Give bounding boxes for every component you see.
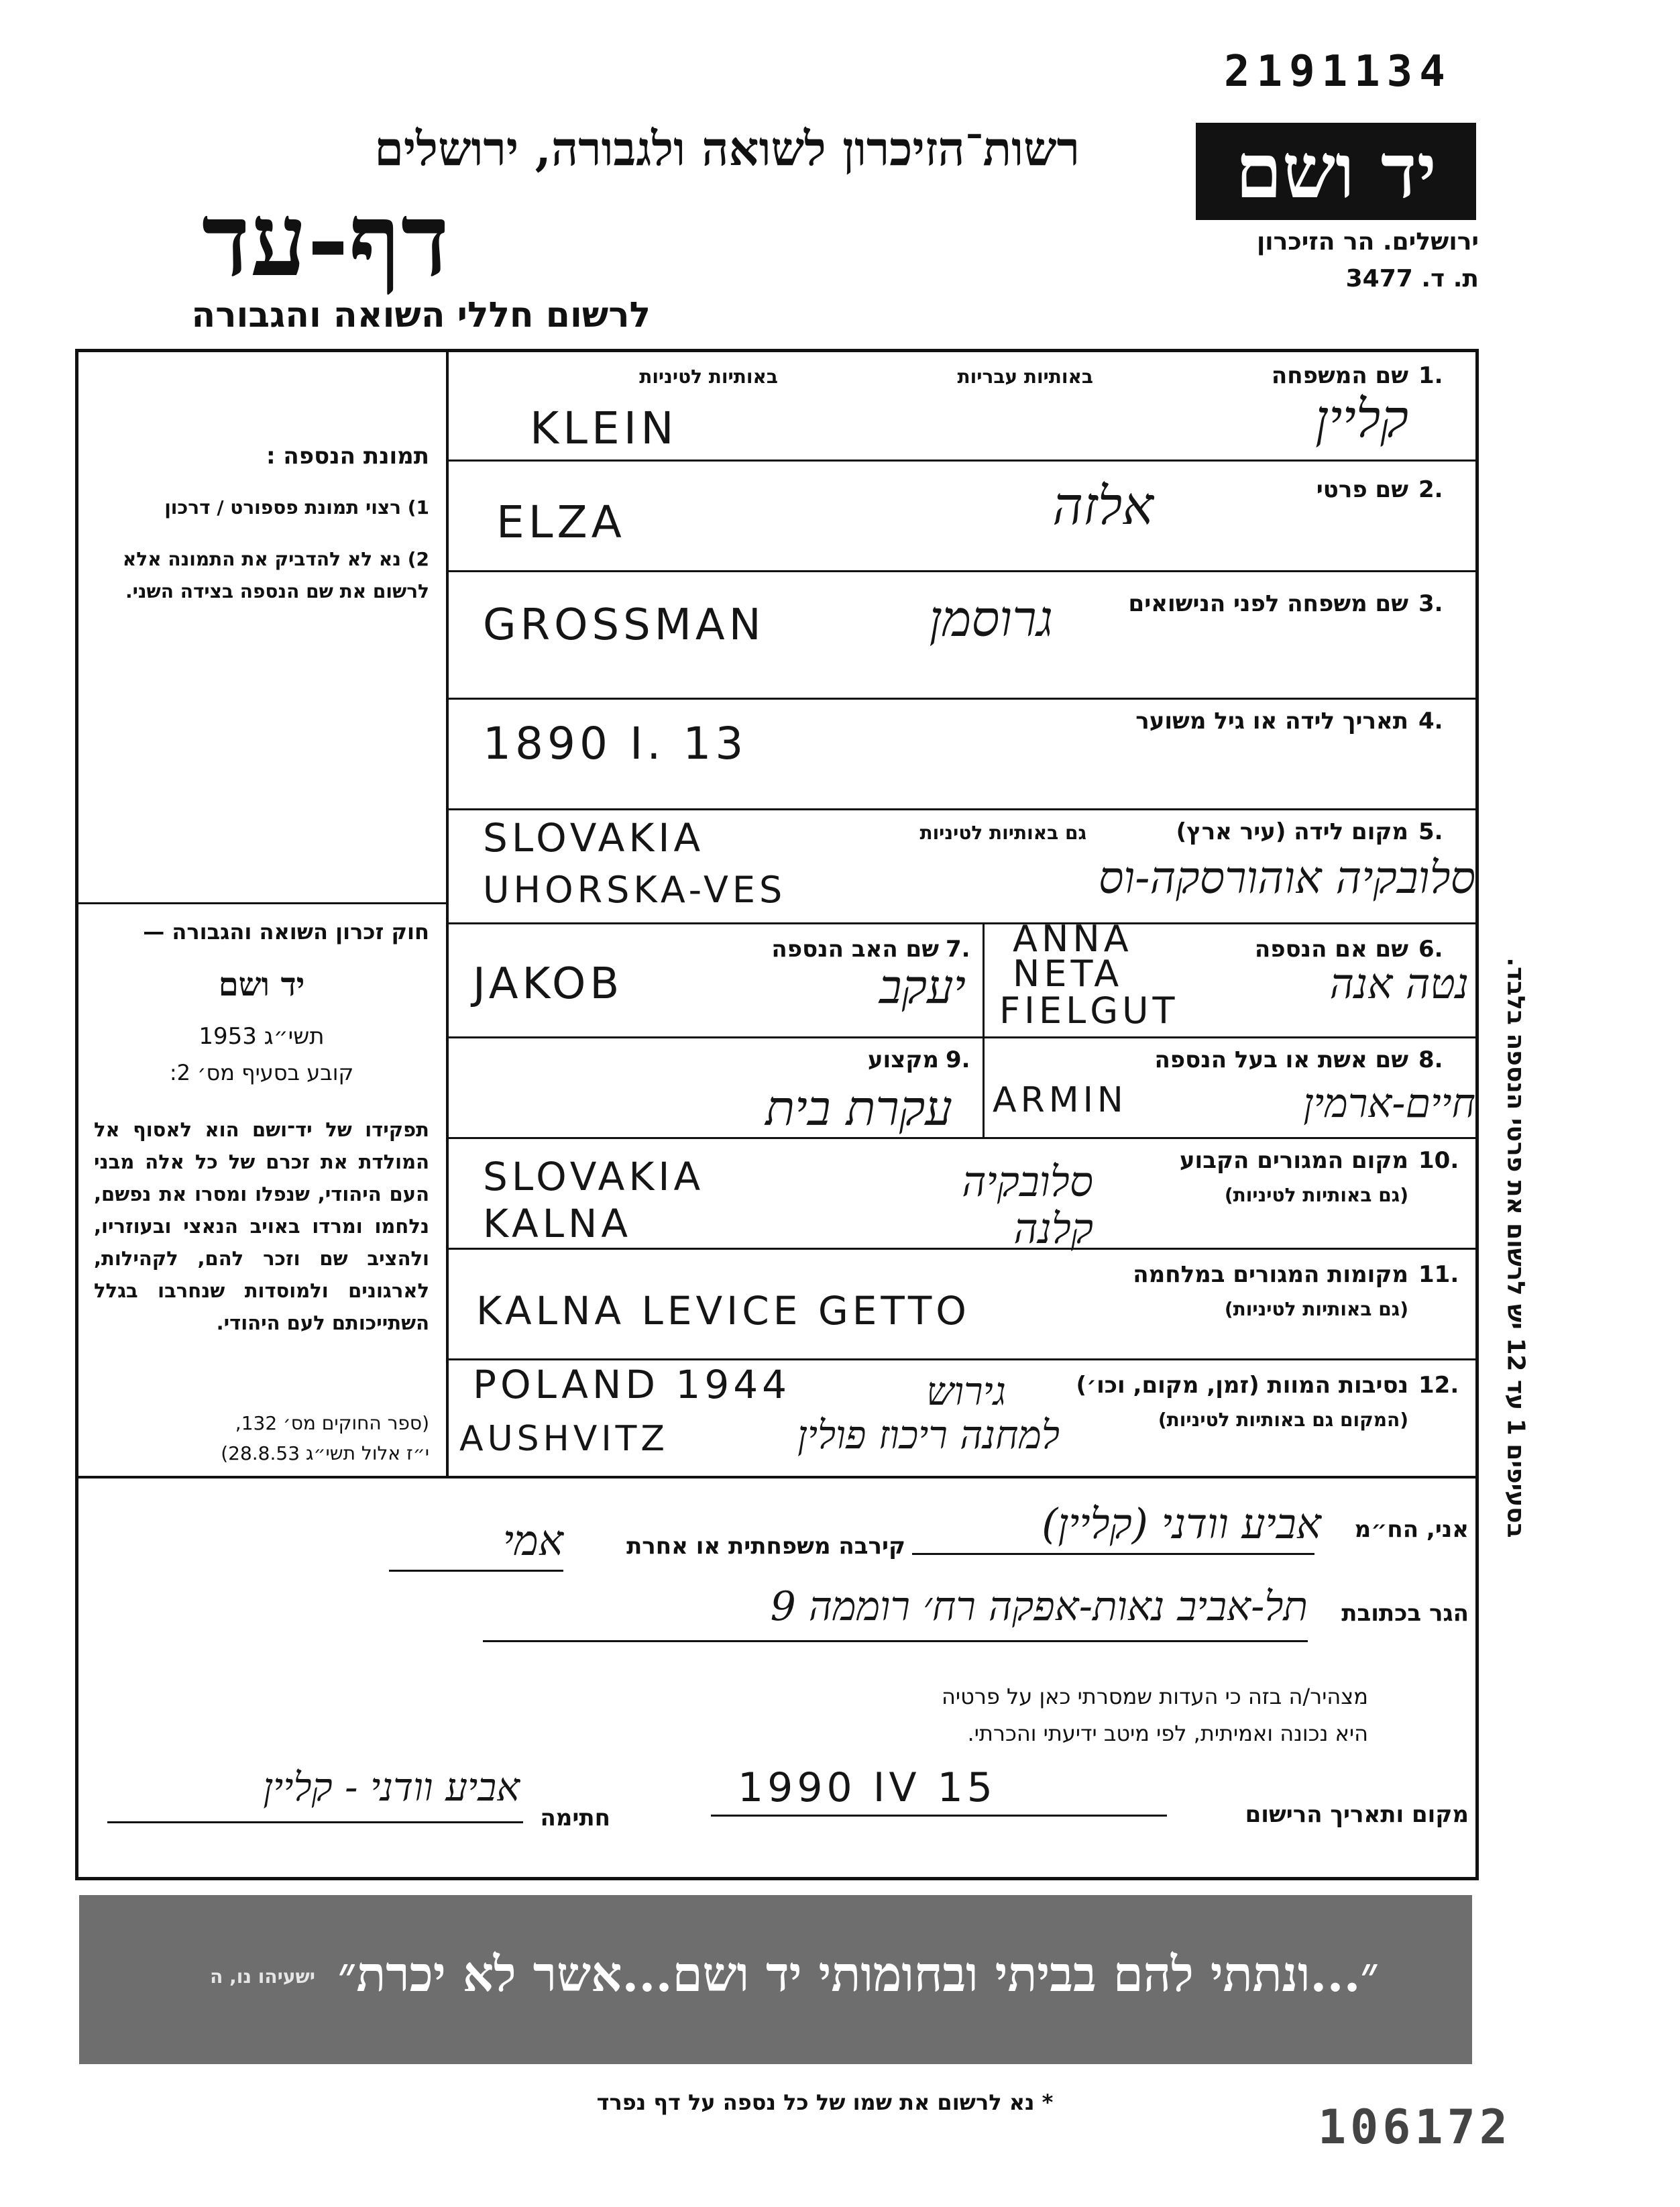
field-7-label: שם האב הנספה bbox=[771, 936, 939, 963]
field-1-number: 1. bbox=[1418, 362, 1443, 389]
field-11-value: KALNA LEVICE GETTO bbox=[476, 1288, 970, 1334]
field-12-hebrew-value-2: למחנה ריכוז פולין bbox=[797, 1412, 1060, 1458]
row-divider bbox=[447, 1358, 1477, 1360]
row-divider bbox=[447, 698, 1477, 700]
field-6-label: שם אם הנספה bbox=[1254, 936, 1408, 963]
banner-quote: ״...ונתתי להם בביתי ובחומותי יד ושם...אשר לא יכרת״ bbox=[338, 1945, 1379, 2002]
row-divider bbox=[447, 922, 1477, 924]
place-date-line bbox=[711, 1815, 1167, 1817]
field-4-number: 4. bbox=[1418, 708, 1443, 735]
field-11-number: 11. bbox=[1418, 1261, 1459, 1288]
photo-note-2: 2) נא לא להדביק את התמונה אלא לרשום את שם הנספה בצידה השני. bbox=[122, 548, 429, 602]
banner-source: ישעיהו נו, ה bbox=[210, 1966, 315, 1988]
law-name: יד ושם bbox=[218, 966, 305, 1004]
declaration-statement-2: היא נכונה ואמיתית, לפי מיטב ידיעתי והכרתי. bbox=[967, 1721, 1368, 1746]
field-8-hebrew-value: חיים-ארמין bbox=[1303, 1080, 1475, 1127]
field-10-hebrew-value-1: סלובקיה bbox=[962, 1157, 1093, 1206]
field-8-label: שם אשת או בעל הנספה bbox=[1154, 1046, 1408, 1073]
law-title: חוק זכרון השואה והגבורה — bbox=[143, 919, 429, 945]
law-clause: קובע בסעיף מס׳ 2: bbox=[169, 1060, 354, 1085]
declaration-relation-value: אמי bbox=[502, 1516, 563, 1565]
frame-left bbox=[75, 349, 78, 1880]
field-8-latin-value: ARMIN bbox=[993, 1080, 1127, 1120]
field-10-sublabel: (גם באותיות לטיניות) bbox=[1224, 1184, 1408, 1206]
field-4-label: תאריך לידה או גיל משוער bbox=[1135, 708, 1408, 735]
field-10-label: מקום המגורים הקבוע bbox=[1179, 1147, 1408, 1174]
row-divider bbox=[447, 460, 1477, 462]
field-6-latin-value-3: FIELGUT bbox=[999, 989, 1179, 1032]
declaration-address-line bbox=[483, 1640, 1308, 1642]
serial-number-top: 2191134 bbox=[1224, 47, 1452, 97]
field-1-latin-value: KLEIN bbox=[530, 402, 678, 454]
field-9-number: 9. bbox=[946, 1046, 970, 1073]
field-12-label: נסיבות המוות (זמן, מקום, וכו׳) bbox=[1076, 1372, 1408, 1399]
field-9-hebrew-value: עקרת בית bbox=[765, 1080, 952, 1136]
field-8-number: 8. bbox=[1418, 1046, 1443, 1073]
field-6-hebrew-value: נטה אנה bbox=[1329, 959, 1469, 1008]
field-6-number: 6. bbox=[1418, 936, 1443, 963]
place-date-label: מקום ותאריך הרישום bbox=[1245, 1801, 1469, 1828]
field-4-value: 1890 I. 13 bbox=[483, 718, 748, 769]
declaration-statement-1: מצהיר/ה בזה כי העדות שמסרתי כאן על פרטיה bbox=[942, 1684, 1368, 1709]
field-10-hebrew-value-2: קלנה bbox=[1013, 1204, 1093, 1253]
law-date: י״ז אלול תשי״ג 28.8.53) bbox=[221, 1442, 429, 1464]
margin-note: בסעיפים 1 עד 12 יש לרשום את פרטי הנספה בלבד. bbox=[1502, 957, 1530, 1538]
declaration-i-value: אביע וודני (קליין) bbox=[1042, 1499, 1321, 1548]
photo-panel-title: תמונת הנספה : bbox=[266, 443, 429, 470]
field-11-sublabel: (גם באותיות לטיניות) bbox=[1224, 1298, 1408, 1320]
field-12-latin-value-1: POLAND 1944 bbox=[473, 1362, 791, 1407]
field-1-hebrew-col: באותיות עבריות bbox=[957, 366, 1093, 388]
field-7-hebrew-value: יעקב bbox=[879, 959, 966, 1014]
bottom-note: * נא לרשום את שמו של כל נספה על דף נפרד bbox=[596, 2090, 1054, 2115]
field-3-number: 3. bbox=[1418, 590, 1443, 617]
declaration-i-label: אני, הח״מ bbox=[1354, 1516, 1469, 1543]
frame-bottom bbox=[75, 1877, 1479, 1880]
field-9-label: מקצוע bbox=[867, 1046, 939, 1073]
field-3-label: שם משפחה לפני הנישואים bbox=[1128, 590, 1408, 617]
field-5-latin-value-1: SLOVAKIA bbox=[483, 815, 705, 861]
row6-7-divider bbox=[983, 922, 985, 1137]
column-divider bbox=[446, 349, 449, 1476]
frame-top bbox=[75, 349, 1479, 352]
field-12-hebrew-value-1: גירוש bbox=[926, 1368, 1006, 1414]
law-text: תפקידו של יד־ושם הוא לאסוף אל המולדת את זכרם של כל אלה מבני העם היהודי, שנפלו ומסרו את נפשם, נלחמו ומרדו באויב הנאצי ובעוזריו, ולהציב שם וזכר להם, לקהילות, לארגונים ולמוסדות שנחרבו בגלל השתייכותם לעם היהודי. bbox=[94, 1118, 429, 1334]
frame-right bbox=[1475, 349, 1479, 1880]
law-year: תשי״ג 1953 bbox=[199, 1023, 325, 1050]
signature-line bbox=[107, 1821, 523, 1823]
doc-title: דף-עד bbox=[201, 181, 449, 299]
declaration-address-label: הגר בכתובת bbox=[1341, 1600, 1469, 1627]
field-10-latin-value-1: SLOVAKIA bbox=[483, 1154, 705, 1199]
declaration-divider bbox=[75, 1476, 1479, 1478]
org-title: רשות־הזיכרון לשואה ולגבורה, ירושלים bbox=[374, 121, 1080, 176]
place-date-value: 1990 IV 15 bbox=[738, 1764, 997, 1811]
field-1-hebrew-value: קליין bbox=[1314, 389, 1408, 449]
declaration-name-line bbox=[912, 1553, 1314, 1555]
field-12-number: 12. bbox=[1418, 1372, 1459, 1399]
serial-number-bottom: 106172 bbox=[1318, 2100, 1512, 2155]
field-3-hebrew-value: גרוסמן bbox=[929, 590, 1053, 648]
declaration-relation-line bbox=[389, 1570, 563, 1572]
declaration-relation-label: קירבה משפחתית או אחרת bbox=[626, 1533, 905, 1560]
row-divider bbox=[447, 570, 1477, 572]
address-line2: ת. ד. 3477 bbox=[1345, 265, 1479, 292]
field-1-label: שם המשפחה bbox=[1271, 362, 1408, 389]
field-12-latin-value-2: AUSHVITZ bbox=[459, 1419, 669, 1459]
field-5-sublabel: גם באותיות לטיניות bbox=[919, 822, 1086, 844]
field-2-hebrew-value: אלזה bbox=[1052, 476, 1154, 537]
field-7-latin-value: JAKOB bbox=[473, 959, 624, 1009]
field-6-latin-value-2: NETA bbox=[1013, 953, 1123, 995]
field-7-number: 7. bbox=[946, 936, 970, 963]
field-5-latin-value-2: UHORSKA-VES bbox=[483, 869, 787, 911]
declaration-address-value: תל-אביב נאות-אפקה רח׳ רוממה 9 bbox=[770, 1583, 1308, 1630]
field-10-number: 10. bbox=[1418, 1147, 1459, 1174]
photo-note-1: 1) רצוי תמונת פספורט / דרכון bbox=[164, 496, 429, 519]
field-5-hebrew-value: סלובקיה אוהורסקה-וס bbox=[1098, 852, 1475, 904]
field-5-label: מקום לידה (עיר ארץ) bbox=[1176, 818, 1408, 845]
field-10-latin-value-2: KALNA bbox=[483, 1201, 632, 1246]
row-divider bbox=[447, 1036, 1477, 1038]
field-2-number: 2. bbox=[1418, 476, 1443, 503]
row-divider bbox=[447, 808, 1477, 810]
left-panel-divider bbox=[75, 902, 447, 904]
law-source: (ספר החוקים מס׳ 132, bbox=[235, 1412, 429, 1434]
field-11-label: מקומות המגורים במלחמה bbox=[1133, 1261, 1408, 1288]
field-2-latin-value: ELZA bbox=[496, 496, 626, 548]
field-1-latin-col: באותיות לטיניות bbox=[639, 366, 778, 388]
signature-label: חתימה bbox=[540, 1805, 610, 1831]
field-6-latin-value-1: ANNA bbox=[1013, 918, 1133, 960]
yad-vashem-logo: יד ושם bbox=[1196, 123, 1476, 220]
field-12-sublabel: (המקום גם באותיות לטיניות) bbox=[1158, 1409, 1408, 1431]
doc-subtitle: לרשום חללי השואה והגבורה bbox=[191, 295, 651, 335]
signature-value: אביע וודני - קליין bbox=[263, 1764, 520, 1810]
field-2-label: שם פרטי bbox=[1316, 476, 1408, 503]
field-5-number: 5. bbox=[1418, 818, 1443, 845]
field-3-latin-value: GROSSMAN bbox=[483, 600, 765, 650]
address-line1: ירושלים. הר הזיכרון bbox=[1256, 228, 1479, 256]
row-divider bbox=[447, 1137, 1477, 1139]
